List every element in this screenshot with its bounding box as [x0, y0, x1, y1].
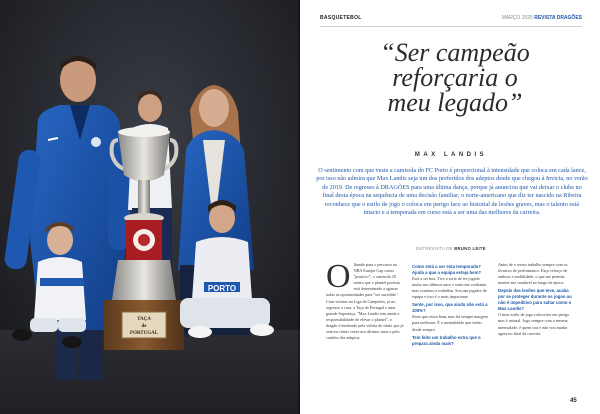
trophy-plate-line2: de [141, 324, 147, 329]
page-number: 45 [570, 398, 577, 404]
headline-line3: meu legado” [387, 88, 523, 117]
question-4: Depois das lesões que teve, acaba por se proteger durante os jogos ou não é impeditivo para saltar como o Max Landis? [498, 288, 572, 312]
trophy-plate-line1: TAÇA [137, 317, 151, 322]
drop-cap: O [326, 258, 351, 295]
answer-3: Antes de o treino trabalho sempre com os técnicos de performance. Faço reforço de ombros e mobilidade, o que me permite manter-me saudável ao longo da época. [498, 262, 568, 286]
question-2: Sente, por isso, que ainda não está a 100%? [412, 302, 488, 314]
answer-1: Está a ser boa. Tive a sorte de ter jogado muito nos últimos anos e sinto-me confiante, mas continuo a trabalhar. Sou um jogador de equipa e isso é o mais importante. [412, 276, 488, 300]
column-3 [498, 262, 576, 337]
column-1-text: lhando para o percurso na NBA Europe Cup como "positivo", o camisola 20 sentiu que o plantel portista está determinado a agarrar todas as oportunidades para "ser sucedido". Com vitórias na Liga de Campeões, já no regresso a casa, a Taça de Portugal e uma grande Supertaça, "Max Landis tem ainda a responsabilidade de elevar o plantel", o dragão é lembrado pela vitória do título que já venceu várias vezes nos últimos anos e pelo carinho dos adeptos. [326, 262, 404, 341]
section-label: BASQUETEBOL [320, 15, 362, 21]
question-3: Tem feito um trabalho extra que o prepara ainda mais? [412, 334, 481, 346]
credit-label: ENTREVISTA DE [416, 246, 453, 251]
trophy-plate-line3: PORTUGAL [129, 331, 159, 336]
answer-2: Sinto que estou bem, mas há sempre margem para melhorar. É a mentalidade que tenho desde sempre. [412, 314, 488, 332]
issue-date: MARÇO 2025 [501, 15, 533, 21]
headline [340, 40, 570, 115]
credit-author: BRUNO LEITE [454, 246, 486, 251]
answer-4: O meu estilo de jogo coloca-me em perigo mas é natural. Jogo sempre com a mesma intensidade, é quem sou e não vou mudar agora no final da carreira. [498, 312, 570, 336]
headline-line1: “Ser campeão [380, 38, 530, 67]
column-1 [326, 258, 404, 341]
question-1: Como está a ser esta temporada? Ajuda a que a equipa esteja bem? [412, 264, 482, 275]
subject-name: MAX LANDIS [414, 152, 488, 158]
magazine-name: REVISTA DRAGÕES [534, 15, 582, 21]
header-rule [320, 26, 582, 27]
lead-paragraph: O sentimento com que veste a camisola do FC Porto é proporcional à intensidade que coloca em cada lance, por isso não admira que Max Landis seja um dos preferidos dos adeptos desde que chegou à Invicta, no verão de 2019. De regresso à DRAGÕES para uma última dança, porque já anunciou que vai deixar o clube no final desta época na sequência de uma decisão familiar, o norte-americano que diz ter nascido na Ribeira reconhece que o estilo de jogo o coloca em perigo face ao historial de lesões graves, mas o talento está intacto e a temporada em curso está a ser uma das melhores da carreira. [316, 167, 588, 217]
column-2 [412, 262, 490, 347]
issue-label [502, 15, 582, 21]
headline-line2: reforçaria o [392, 63, 518, 92]
article-columns [326, 258, 588, 392]
jersey-text: PORTO [207, 284, 237, 293]
author-credit [320, 246, 582, 251]
running-header [320, 15, 582, 25]
